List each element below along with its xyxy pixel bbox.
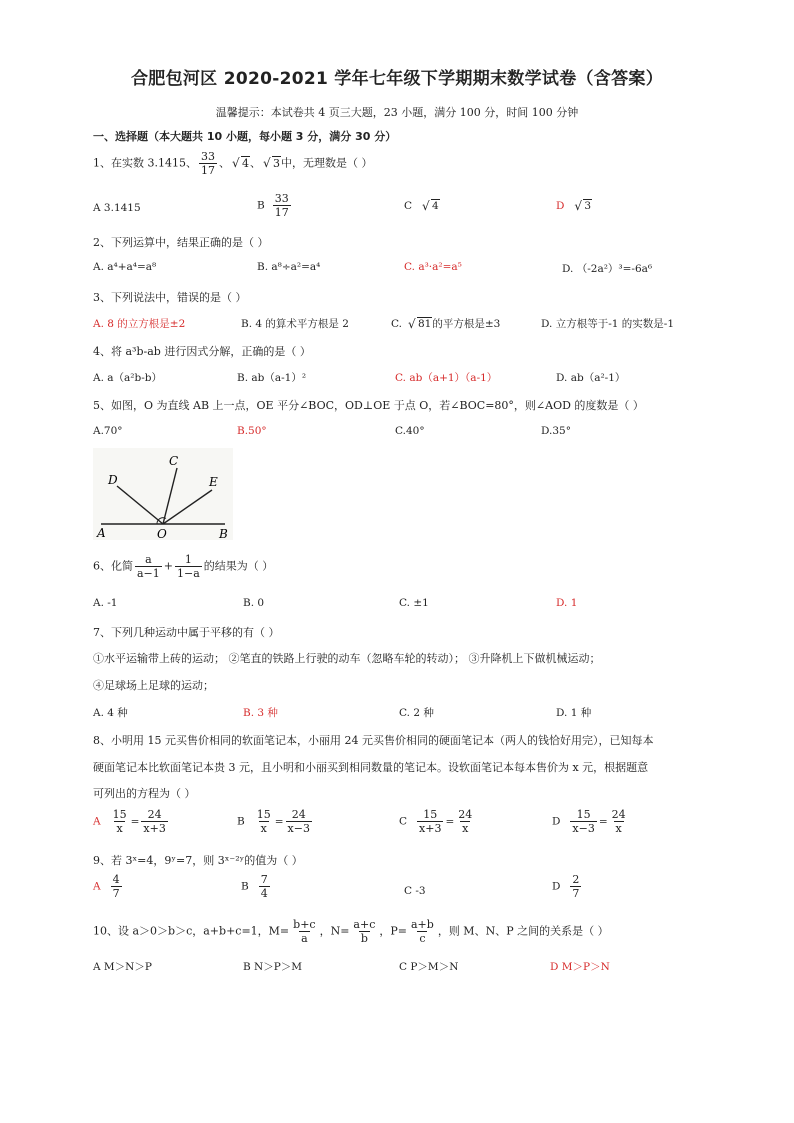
question-1-stem: 1、在实数 3.1415、 $\frac{33}{17}$ 、√ 4、√ 3中，无理数是（ ）: [93, 150, 372, 177]
q10-option-c: C P＞M＞N: [399, 961, 459, 973]
q1-option-d: D√ 3: [556, 200, 592, 212]
q2-option-c: C. a³·a²=a⁵: [404, 261, 462, 273]
q3-option-d: D. 立方根等于-1 的实数是-1: [541, 318, 675, 330]
q6-option-b: B. 0: [243, 597, 265, 609]
q7-line-2: ④足球场上足球的运动；: [93, 679, 214, 692]
q2-option-d: D. （-2a²）³=-6a⁶: [562, 263, 653, 275]
q3-option-b: B. 4 的算术平方根是 2: [241, 318, 349, 330]
question-6-stem: 6、化简 $\frac{a}{a-1}$ + $\frac{1}{1-a}$ 的结果为（ ）: [93, 553, 274, 580]
exam-tip: 温馨提示：本试卷共 4 页三大题，23 小题，满分 100 分，时间 100 分钟: [215, 106, 579, 119]
label-o: O: [157, 527, 167, 540]
question-7-stem: 7、下列几种运动中属于平移的有（ ）: [93, 626, 280, 639]
q7-option-c: C. 2 种: [399, 707, 434, 719]
q7-option-b: B. 3 种: [243, 707, 278, 719]
q10-option-a: A M＞N＞P: [93, 961, 152, 973]
q4-option-d: D. ab（a²-1）: [556, 372, 626, 384]
q10-option-d: D M＞P＞N: [550, 961, 610, 973]
q7-option-a: A. 4 种: [93, 707, 128, 719]
q9-option-a: A $\frac{4}{7}$: [93, 873, 120, 900]
q9-option-d: D $\frac{2}{7}$: [552, 873, 580, 900]
q7-line-1: ①水平运输带上砖的运动； ②笔直的铁路上行驶的动车（忽略车轮的转动）； ③升降机上下做机械运动；: [93, 652, 601, 665]
q8-option-c: C $\frac{15}{x+3}$ = $\frac{24}{x}$: [399, 808, 473, 835]
q3-option-a: A. 8 的立方根是±2: [93, 318, 186, 330]
q5-option-d: D.35°: [541, 425, 571, 437]
q3-option-c: C.√ 81的平方根是±3: [391, 316, 500, 331]
q9-option-c: C -3: [404, 885, 426, 897]
sqrt-3: √ 3: [263, 157, 281, 170]
question-10-stem: 10、设 a＞0＞b＞c，a+b+c=1，M= $\frac{b+c}{a}$ ，N= $\frac{a+c}{b}$ ，P= $\frac{a+b}{c}$ ，则 M、N、P 之间的关系是（ ）: [93, 918, 609, 945]
q4-option-b: B. ab（a-1）²: [237, 372, 307, 384]
label-d: D: [108, 473, 118, 487]
q8-line-3: 可列出的方程为（ ）: [93, 787, 196, 800]
question-5-stem: 5、如图，O 为直线 AB 上一点，OE 平分∠BOC，OD⊥OE 于点 O，若∠BOC=80°，则∠AOD 的度数是（ ）: [93, 399, 644, 412]
q1-option-b: B $\frac{33}{17}$: [257, 192, 289, 219]
q6-option-a: A. -1: [93, 597, 118, 609]
q5-option-b: B.50°: [237, 425, 267, 437]
label-c: C: [169, 454, 179, 468]
q5-option-c: C.40°: [395, 425, 425, 437]
page-title: 合肥包河区 2020-2021 学年七年级下学期期末数学试卷（含答案）: [130, 69, 664, 89]
q8-line-1: 8、小明用 15 元买售价相同的软面笔记本，小丽用 24 元买售价相同的硬面笔记本（两人的钱恰好用完），已知每本: [93, 734, 654, 747]
q8-option-b: B $\frac{15}{x}$ = $\frac{24}{x-3}$: [237, 808, 310, 835]
fraction-33-17: $\frac{33}{17}$: [200, 150, 215, 177]
label-e: E: [209, 475, 218, 489]
label-a: A: [97, 526, 106, 540]
q7-option-d: D. 1 种: [556, 707, 592, 719]
q10-option-b: B N＞P＞M: [243, 961, 303, 973]
section-heading: 一、选择题（本大题共 10 小题，每小题 3 分，满分 30 分）: [93, 130, 397, 143]
angle-figure: [93, 448, 233, 540]
sqrt-4: √ 4: [232, 157, 250, 170]
q8-line-2: 硬面笔记本比软面笔记本贵 3 元，且小明和小丽买到相同数量的笔记本。设软面笔记本每本售价为 x 元，根据题意: [93, 761, 649, 774]
q4-option-a: A. a（a²b-b）: [93, 372, 162, 384]
q8-option-a: A $\frac{15}{x}$ = $\frac{24}{x+3}$: [93, 808, 166, 835]
q6-option-c: C. ±1: [399, 597, 429, 609]
q1-option-a: A 3.1415: [93, 202, 141, 214]
q2-option-a: A. a⁴+a⁴=a⁸: [93, 261, 157, 273]
label-b: B: [219, 527, 228, 540]
q9-option-b: B $\frac{7}{4}$: [241, 873, 268, 900]
question-3-stem: 3、下列说法中，错误的是（ ）: [93, 291, 247, 304]
q8-option-d: D $\frac{15}{x-3}$ = $\frac{24}{x}$: [552, 808, 626, 835]
q5-option-a: A.70°: [93, 425, 123, 437]
q6-option-d: D. 1: [556, 597, 578, 609]
q4-option-c: C. ab（a+1）（a-1）: [395, 372, 498, 384]
question-4-stem: 4、将 a³b-ab 进行因式分解，正确的是（ ）: [93, 345, 311, 358]
question-2-stem: 2、下列运算中，结果正确的是（ ）: [93, 236, 269, 249]
q2-option-b: B. a⁸÷a²=a⁴: [257, 261, 321, 273]
q1-option-c: C√ 4: [404, 200, 440, 212]
question-9-stem: 9、若 3ˣ=4，9ʸ=7，则 3ˣ⁻²ʸ的值为（ ）: [93, 854, 303, 867]
